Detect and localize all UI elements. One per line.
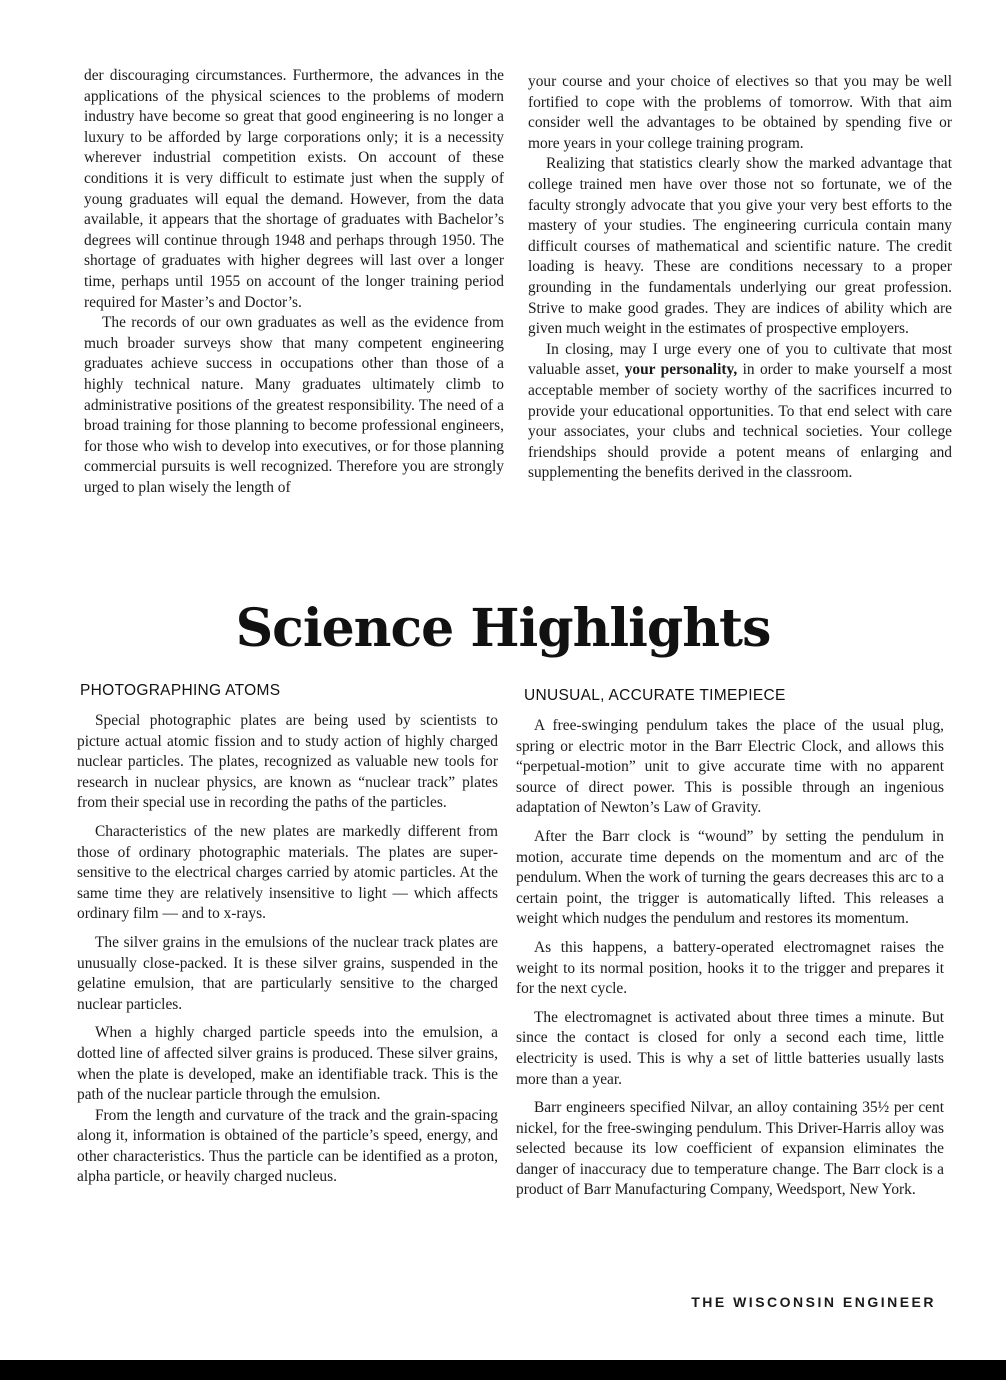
closing-text-start: In closing, may I urge every one of you to cultivate that most valuable asset, bbox=[528, 340, 952, 379]
paragraph: Special photographic plates are being used by scientists to picture actual atomic fission and to study action of highly charged nuclear particles. The plates, recognized as valuable new tools for research in nuclear physics, are known as “nuclear track” plates from their special use in recording the paths of the particles. bbox=[77, 712, 498, 812]
paragraph: The electromagnet is activated about three times a minute. But since the contact is closed for only a second each time, little electricity is used. This is why a set of little batteries usually lasts more than a year. bbox=[516, 1008, 944, 1088]
paragraph: As this happens, a battery-operated electromagnet raises the weight to its normal position, hooks it to the trigger and prepares it for the next cycle. bbox=[516, 938, 944, 998]
paragraph: Realizing that statistics clearly show the marked advantage that college trained men have over those not so fortunate, we of the faculty strongly advocate that you give your very best efforts to the mastery of your studies. The engineering curricula contain many difficult courses of mathematical and scientific nature. The credit loading is heavy. These are conditions necessary to a proper grounding in the fundamentals underlying our great profession. Strive to make good grades. They are indices of ability which are given much weight in the estimates of prospective employers. bbox=[528, 155, 952, 338]
timepiece-heading: UNUSUAL, ACCURATE TIMEPIECE bbox=[524, 687, 786, 704]
publication-footer: THE WISCONSIN ENGINEER bbox=[691, 1294, 936, 1310]
timepiece-article bbox=[516, 716, 944, 1209]
page-edge-bar bbox=[0, 1360, 1006, 1380]
closing-text-end: in order to make yourself a most acceptable member of society worthy of the sacrifices incurred to provide your educational opportunities. To that end select with care your associates, your clubs and technical societies. Your college friendships should provide a potent means of enlarging and supplementing the benefits derived in the classroom. bbox=[528, 361, 953, 482]
article-left-column bbox=[84, 66, 504, 498]
paragraph: The records of our own graduates as well as the evidence from much broader surveys show that many competent engineering graduates achieve success in occupations other than those of a highly technical nature. Many graduates ultimately climb to administrative positions of the greatest responsibility. The need of a broad training for those planning to become professional engineers, for those who wish to develop into executives, or for those planning commercial pursuits is well recognized. Therefore you are strongly urged to plan wisely the length of bbox=[84, 314, 504, 496]
paragraph: Barr engineers specified Nilvar, an alloy containing 35½ per cent nickel, for the free-swinging pendulum. This Driver-Harris alloy was selected because its low coefficient of expansion eliminates the danger of inaccuracy due to temperature change. The Barr clock is a product of Barr Manufacturing Company, Weedsport, New York. bbox=[516, 1099, 944, 1199]
paragraph: Characteristics of the new plates are markedly different from those of ordinary photographic materials. The plates are super-sensitive to the electrical charges carried by atomic particles. At the same time they are relatively insensitive to light — which affects ordinary film — and to x-rays. bbox=[77, 822, 498, 923]
paragraph: After the Barr clock is “wound” by setting the pendulum in motion, accurate time depends on the momentum and arc of the pendulum. When the work of turning the gears decreases this arc to a certain point, the trigger is automatically lifted. This releases a weight which nudges the pendulum and restores its momentum. bbox=[516, 827, 944, 928]
paragraph: From the length and curvature of the track and the grain-spacing along it, information is obtained of the particle’s speed, energy, and other characteristics. Thus the particle can be identified as a proton, alpha particle, or heavily charged nucleus. bbox=[77, 1106, 498, 1186]
section-title: Science Highlights bbox=[235, 598, 771, 659]
emphasis-personality: your personality, bbox=[624, 361, 738, 379]
atoms-article bbox=[77, 711, 498, 1196]
article-right-column bbox=[528, 72, 952, 484]
paragraph: A free-swinging pendulum takes the place of the usual plug, spring or electric motor in the Barr Electric Clock, and allows this “perpetual-motion” unit to give accurate time with no apparent source of direct power. This is possible through an ingenious adaptation of Newton’s Law of Gravity. bbox=[516, 717, 944, 817]
paragraph: When a highly charged particle speeds into the emulsion, a dotted line of affected silver grains is produced. These silver grains, when the plate is developed, make an identifiable track. This is the path of the nuclear particle through the emulsion. bbox=[77, 1024, 498, 1104]
atoms-heading: PHOTOGRAPHING ATOMS bbox=[80, 682, 281, 699]
paragraph: der discouraging circumstances. Furthermore, the advances in the applications of the physical sciences to the problems of modern industry have become so great that good engineering is no longer a luxury to be afforded by large corporations only; it is a necessity wherever industrial competition exists. On account of these conditions it is very difficult to estimate just when the supply of young graduates will equal the demand. However, from the data available, it appears that the shortage of graduates with Bachelor’s degrees will continue through 1948 and perhaps through 1950. The shortage of graduates with higher degrees will last over a longer time, perhaps until 1955 on account of the longer training period required for Master’s and Doctor’s. bbox=[84, 67, 504, 311]
paragraph: your course and your choice of electives so that you may be well fortified to cope with the problems of tomorrow. With that aim consider well the advantages to be obtained by spending five or more years in your college training program. bbox=[528, 73, 952, 152]
closing-paragraph bbox=[528, 340, 952, 484]
paragraph: The silver grains in the emulsions of the nuclear track plates are unusually close-packed. It is these silver grains, suspended in the gelatine emulsion, that are particularly sensitive to the charged nuclear particles. bbox=[77, 933, 498, 1013]
